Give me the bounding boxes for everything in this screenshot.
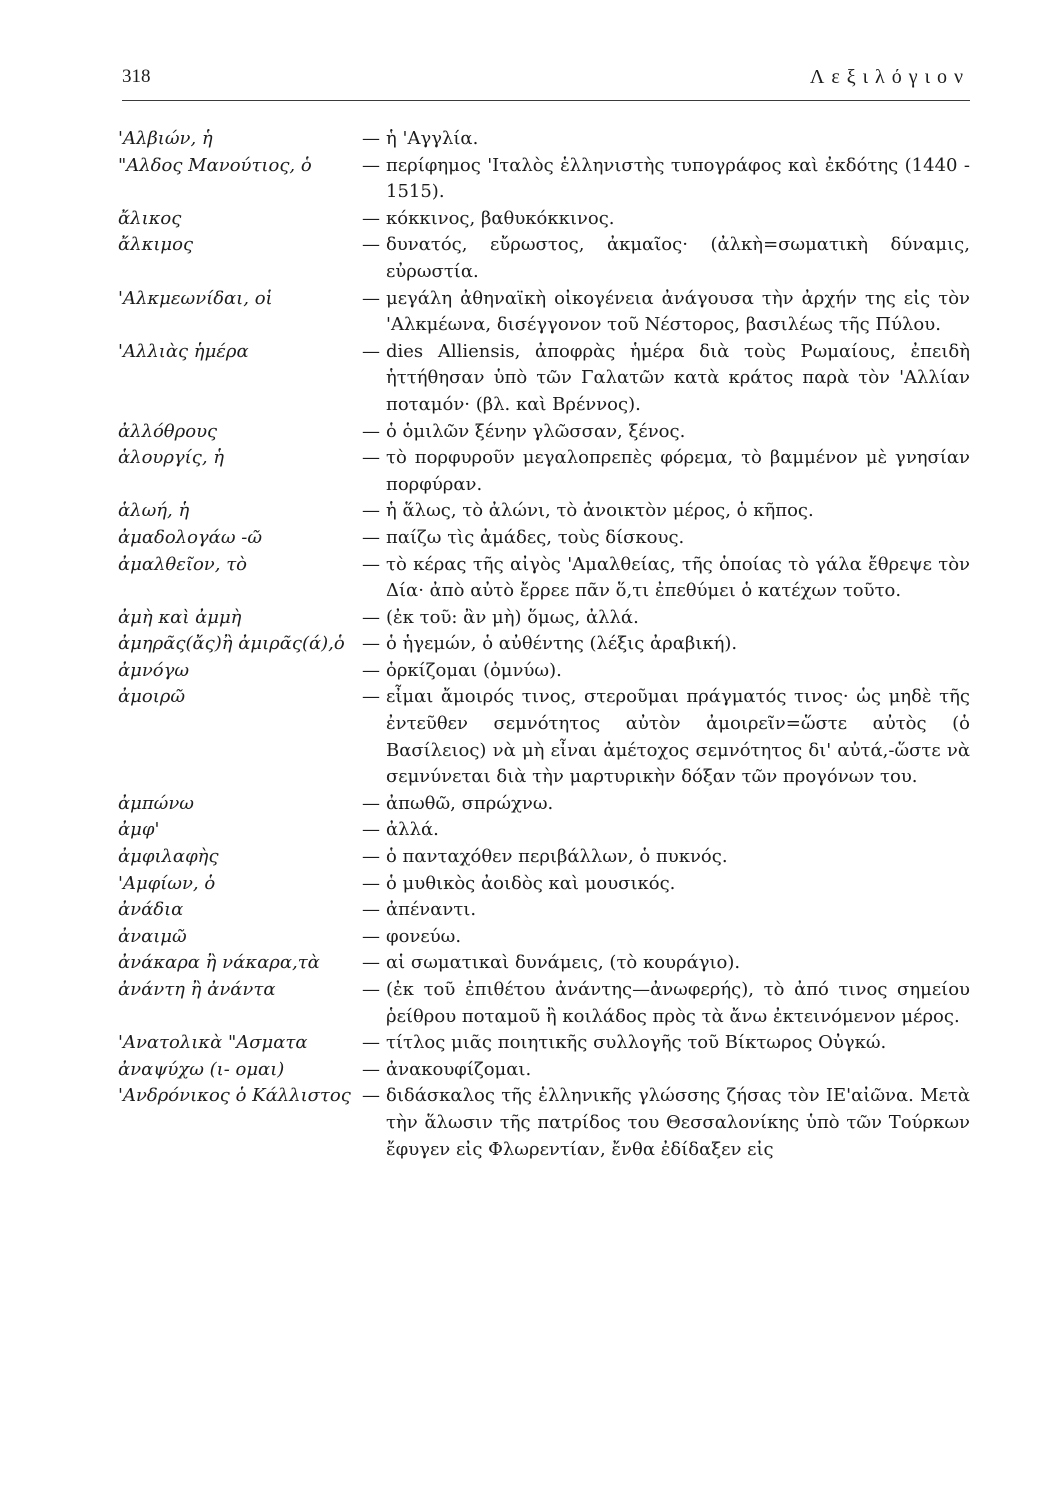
entry-definition-text: κόκκινος, βαθυκόκκινος. — [386, 207, 615, 229]
glossary-entry — [118, 605, 970, 632]
glossary-entry — [118, 1083, 970, 1163]
entry-definition — [386, 631, 970, 658]
entry-definition-text: τὸ πορφυροῦν μεγαλοπρεπὲς φόρεμα, τὸ βαμμένον μὲ γνησίαν πορφύραν. — [386, 447, 970, 495]
entry-definition-text: (ἐκ τοῦ ἐπιθέτου ἀνάντης—ἀνωφερής), τὸ ἀπό τινος σημείου ῥείθρου ποταμοῦ ἢ κοιλάδος πρὸς τὰ ἄνω ἐκτεινόμενον μέρος. — [386, 979, 970, 1027]
entry-definition — [386, 286, 970, 339]
entry-headword: 'Αλβιών, ἡ — [118, 128, 213, 149]
entry-headword: ἀμαλθεῖον, τὸ — [118, 553, 247, 575]
entry-headword: ἀμαδολογάω -ῶ — [118, 526, 262, 548]
glossary-entry — [118, 232, 970, 285]
entry-definition-text: ὁ μυθικὸς ἀοιδὸς καὶ μουσικός. — [386, 872, 676, 894]
running-title: Λεξιλόγιον — [809, 66, 970, 88]
entry-definition-text: διδάσκαλος τῆς ἑλληνικῆς γλώσσης ζήσας τὸν ΙΕ'αἰῶνα. Μετὰ τὴν ἅλωσιν τῆς πατρίδος του Θεσσαλονίκης ὑπὸ τῶν Τούρκων ἔφυγεν εἰς Φλωρεντίαν, ἔνθα ἐδίδαξεν εἰς — [386, 1085, 970, 1160]
glossary-entry — [118, 924, 970, 951]
entry-headword: ἀνάδια — [118, 899, 184, 921]
entry-definition — [386, 552, 970, 605]
glossary-entry — [118, 525, 970, 552]
glossary-entry — [118, 126, 970, 153]
entry-definition-text: περίφημος 'Ιταλὸς ἑλληνιστὴς τυπογράφος καὶ ἐκδότης (1440 - 1515). — [386, 154, 970, 203]
entry-headword: ἄλκιμος — [118, 234, 194, 256]
entry-definition — [386, 791, 970, 818]
entry-definition-text: τίτλος μιᾶς ποιητικῆς συλλογῆς τοῦ Βίκτωρος Οὐγκώ. — [386, 1032, 887, 1054]
entry-definition-text: ἀλλά. — [386, 819, 439, 841]
glossary-entry — [118, 817, 970, 844]
glossary-entry — [118, 950, 970, 977]
glossary-entry — [118, 791, 970, 818]
entry-headword: ἀμφιλαφὴς — [118, 846, 219, 868]
entry-headword: ἀμπώνω — [118, 792, 194, 814]
entry-definition-text: ἀπέναντι. — [386, 899, 477, 921]
entry-headword: ἀμηρᾶς(ἄς)ἢ ἀμιρᾶς(ά),ὁ — [118, 633, 345, 655]
entry-definition — [386, 871, 970, 898]
entry-definition-text: ὁ πανταχόθεν περιβάλλων, ὁ πυκνός. — [386, 846, 728, 868]
entry-definition-text: dies Alliensis, ἀποφρὰς ἡμέρα διὰ τοὺς Ρωμαίους, ἐπειδὴ ἡττήθησαν ὑπὸ τῶν Γαλατῶν κατὰ κράτος παρὰ τὸν 'Αλλίαν ποταμόν· (βλ. καὶ Βρέννος). — [386, 340, 970, 415]
glossary-entry — [118, 552, 970, 605]
glossary-entry — [118, 419, 970, 446]
glossary-entry — [118, 977, 970, 1030]
glossary-entry — [118, 658, 970, 685]
entry-definition — [386, 206, 970, 233]
glossary-entry — [118, 153, 970, 206]
entry-definition — [386, 605, 970, 632]
entry-headword: 'Αλλιὰς ἡμέρα — [118, 340, 249, 362]
entry-definition-text: αἱ σωματικαὶ δυνάμεις, (τὸ κουράγιο). — [386, 952, 741, 974]
entry-headword: ἁλωή, ἡ — [118, 500, 190, 522]
entry-headword: ἀμφ' — [118, 819, 160, 841]
entry-definition — [386, 419, 970, 446]
entry-definition-text: ἡ 'Αγγλία. — [386, 128, 479, 149]
glossary-entry — [118, 445, 970, 498]
entry-headword: ἀνάντη ἢ ἀνάντα — [118, 979, 276, 1000]
entry-definition-text: εἶμαι ἄμοιρός τινος, στεροῦμαι πράγματός τινος· ὡς μηδὲ τῆς ἐντεῦθεν σεμνότητος αὐτὸν ἀμοιρεῖν=ὥστε αὐτὸς (ὁ Βασίλειος) νὰ μὴ εἶναι ἀμέτοχος σεμνότητος δι' αὐτά,-ὥστε νὰ σεμνύνεται διὰ τὴν μαρτυρικὴν δόξαν τῶν προγόνων του. — [386, 686, 970, 788]
entry-definition — [386, 817, 970, 844]
glossary-entry — [118, 286, 970, 339]
entry-definition — [386, 924, 970, 951]
entry-definition — [386, 1057, 970, 1084]
page-number: 318 — [122, 66, 151, 87]
glossary-entry — [118, 871, 970, 898]
glossary-entry — [118, 1057, 970, 1084]
entry-headword: ἀνάκαρα ἢ νάκαρα,τὰ — [118, 952, 320, 974]
entry-definition-text: δυνατός, εὔρωστος, ἀκμαῖος· (ἀλκὴ=σωματικὴ δύναμις, εὐρωστία. — [386, 234, 970, 282]
glossary-entry — [118, 897, 970, 924]
entry-definition — [386, 977, 970, 1030]
glossary-entry — [118, 684, 970, 790]
entry-definition-text: ἡ ἅλως, τὸ ἀλώνι, τὸ ἀνοικτὸν μέρος, ὁ κῆπος. — [386, 500, 814, 522]
glossary-entry — [118, 206, 970, 233]
entry-definition-text: παίζω τὶς ἀμάδες, τοὺς δίσκους. — [386, 526, 685, 548]
entry-definition — [386, 126, 970, 153]
entry-headword: ἄλικος — [118, 207, 182, 229]
glossary-entry — [118, 498, 970, 525]
entry-headword: "Αλδος Μανούτιος, ὁ — [118, 154, 312, 176]
entry-definition — [386, 232, 970, 285]
entry-definition-text: μεγάλη ἀθηναϊκὴ οἰκογένεια ἀνάγουσα τὴν ἀρχήν της εἰς τὸν 'Αλκμέωνα, δισέγγονον τοῦ Νέστορος, βασιλέως τῆς Πύλου. — [386, 287, 970, 336]
glossary-entry — [118, 631, 970, 658]
entry-definition — [386, 525, 970, 552]
entry-definition-text: φονεύω. — [386, 925, 462, 947]
entry-definition-text: ὁ ἡγεμών, ὁ αὐθέντης (λέξις ἀραβική). — [386, 633, 738, 655]
glossary-entry — [118, 1030, 970, 1057]
entry-definition — [386, 339, 970, 419]
entry-definition — [386, 658, 970, 685]
entry-headword: ἀμὴ καὶ ἀμμὴ — [118, 606, 242, 628]
entry-definition — [386, 498, 970, 525]
glossary-entry — [118, 844, 970, 871]
entry-headword: 'Αμφίων, ὁ — [118, 872, 216, 894]
entry-headword: ἀναψύχω (ι- ομαι) — [118, 1058, 285, 1080]
entry-headword: 'Ανδρόνικος ὁ Κάλλιστος — [118, 1085, 351, 1107]
entry-definition — [386, 1030, 970, 1057]
entry-headword: ἀμνόγω — [118, 659, 190, 681]
entry-headword: ἀλλόθρους — [118, 420, 218, 442]
entry-headword: 'Ανατολικὰ "Ασματα — [118, 1032, 308, 1054]
entry-headword: ἁλουργίς, ἡ — [118, 447, 225, 469]
entry-definition-text: ἀνακουφίζομαι. — [386, 1058, 532, 1080]
entry-headword: ἀναιμῶ — [118, 925, 187, 947]
entry-definition-text: (ἐκ τοῦ: ἂν μὴ) ὅμως, ἀλλά. — [386, 606, 639, 628]
entry-definition-text: ὁρκίζομαι (ὀμνύω). — [386, 659, 562, 681]
entry-definition — [386, 950, 970, 977]
entry-definition — [386, 844, 970, 871]
entry-definition-text: ὁ ὁμιλῶν ξένην γλῶσσαν, ξένος. — [386, 420, 686, 442]
entry-definition — [386, 445, 970, 498]
glossary-entry — [118, 339, 970, 419]
entry-headword: 'Αλκμεωνίδαι, οἱ — [118, 287, 273, 309]
page-header — [122, 66, 970, 101]
entry-definition — [386, 153, 970, 206]
entry-definition-text: ἀπωθῶ, σπρώχνω. — [386, 792, 554, 814]
glossary-entry-list — [118, 126, 970, 1163]
entry-definition-text: τὸ κέρας τῆς αἰγὸς 'Αμαλθείας, τῆς ὁποίας τὸ γάλα ἔθρεψε τὸν Δία· ἀπὸ αὐτὸ ἔρρεε πᾶν ὅ,τι ἐπεθύμει ὁ κατέχων τοῦτο. — [386, 553, 970, 602]
entry-headword: ἀμοιρῶ — [118, 686, 186, 708]
entry-definition — [386, 897, 970, 924]
entry-definition — [386, 1083, 970, 1163]
entry-definition — [386, 684, 970, 790]
